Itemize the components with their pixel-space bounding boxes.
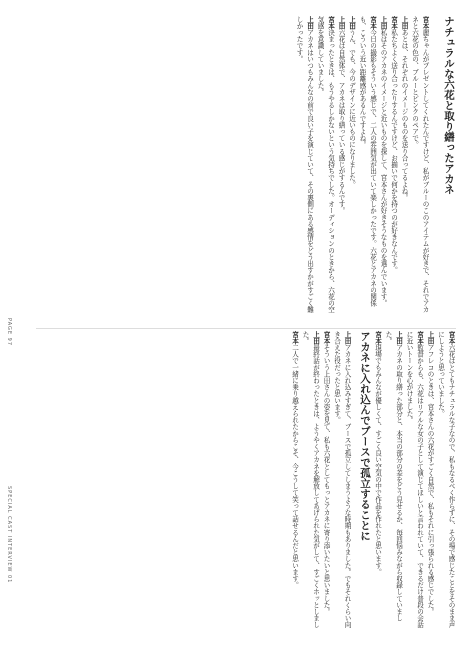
paragraph bbox=[315, 16, 336, 317]
paragraph bbox=[404, 331, 425, 632]
paragraph-text: 麗ちゃんがプレゼントしてくれたんですけど、私がブルーのこのアイテムが好きで、それでアカネと六花の色の、ブルーとピンクのペアで。 bbox=[410, 16, 429, 314]
paragraph-text: アフレコのときは、宮本さんの六花がすごく自然で、私もそれに引っ張られる感じでした。 bbox=[426, 344, 434, 615]
paragraph bbox=[289, 331, 300, 632]
paragraph bbox=[378, 16, 389, 317]
paragraph-text: 六花はとてもナチュラルな子なので、私もなるべく作らずに、その場で感じたことをそのまま声にしようと思っていました。 bbox=[436, 331, 455, 629]
paragraph-text: 六花は自然体で、アカネは取り繕っている感じがするんです。 bbox=[337, 29, 345, 215]
paragraph bbox=[357, 16, 378, 317]
column-divider bbox=[36, 328, 456, 329]
speaker-label: 上田 bbox=[394, 331, 403, 345]
speaker-label: 上田 bbox=[311, 331, 320, 345]
speaker-label: 上田 bbox=[305, 16, 314, 30]
speaker-label: 宮本 bbox=[326, 16, 335, 30]
speaker-label: 宮本 bbox=[421, 16, 429, 30]
paragraph-text: そういう上田さんの姿を見て、私も六花としてもっとアカネに寄り添いたいと思いました。 bbox=[322, 344, 330, 615]
paragraph bbox=[425, 331, 436, 632]
paragraph-text: アカネに入れ込みすぎて、ブースで孤立してしまうような時期もありました。でもそれくらい向き合えた役だったと思います。 bbox=[332, 331, 351, 629]
speaker-label: 上田 bbox=[343, 331, 351, 345]
paragraph-text: 今日の撮影もそういう感じで、二人の雰囲気が出ていて楽しかったです。六花とアカネの関係も、こういう近い距離感があるんですよね。 bbox=[358, 16, 377, 307]
paragraph bbox=[399, 16, 410, 317]
paragraph bbox=[300, 331, 321, 632]
paragraph-text: 現場でもみんなが優しくて、すごく良い空気の中で作品を作れたと思います。 bbox=[373, 344, 382, 576]
speaker-label: 上田 bbox=[337, 16, 345, 30]
speaker-label: 宮本 bbox=[389, 16, 398, 30]
paragraph-text: 最終話が終わったときは、ようやくアカネを解放してあげられた気がして、すごくホッとしました。 bbox=[301, 331, 320, 629]
speaker-label: 上田 bbox=[400, 16, 408, 30]
section-label: SPECIAL CAST INTERVIEW 01 bbox=[6, 485, 12, 583]
paragraph-text: アカネはいつもみんなの前で良い子を演じていて、その裏側にある感情をどう出すかがすごく難しかったです。 bbox=[295, 16, 314, 314]
paragraph bbox=[331, 331, 352, 632]
paragraph bbox=[346, 16, 357, 317]
speaker-label: 宮本 bbox=[322, 331, 330, 345]
paragraph bbox=[321, 331, 332, 632]
speaker-label: 上田 bbox=[347, 16, 356, 30]
paragraph bbox=[388, 16, 399, 317]
paragraph bbox=[383, 331, 404, 632]
section-heading-2: アカネに入れ込んでブースで孤立することに bbox=[359, 331, 371, 541]
paragraph bbox=[435, 331, 456, 632]
paragraph-text: 私はそのアカネのイメージと近いものを探して、宮本さんが好きそうなものを選んでいます。 bbox=[379, 29, 387, 307]
speaker-label: 上田 bbox=[379, 16, 387, 30]
paragraph bbox=[294, 16, 315, 317]
speaker-label: 宮本 bbox=[447, 331, 455, 345]
paragraph-text: 二人で一緒に乗り越えられたからこそ、今こうして笑って話せるんだと思います。 bbox=[290, 344, 299, 589]
speaker-label: 宮本 bbox=[415, 331, 424, 345]
paragraph-text: 決まったときは、もうやるしかないという気持ちでした。オーディションのときから、六花の空気感を意識していました。 bbox=[316, 16, 335, 314]
paragraph-text: あとは、それぞれのイメージのものを送り合ってるよね。 bbox=[400, 29, 408, 201]
page-number: PAGE 97 bbox=[6, 318, 12, 347]
paragraph-text: うん、でも、今のデザインに近いものになりました。 bbox=[347, 29, 356, 188]
paragraph bbox=[372, 331, 383, 632]
paragraph-text: 監督からも、六花はリアルな女の子として演じてほしいと言われていて、できるだけ普段の会話に近いトーンを心がけました。 bbox=[405, 331, 424, 629]
section-heading-1: ナチュラルな六花と取り繕ったアカネ bbox=[443, 16, 455, 195]
paragraph-text: アカネの取り繕った部分と、本当の部分の差をどう見せるか、毎回悩みながら収録していました。 bbox=[384, 331, 403, 622]
paragraph bbox=[409, 16, 430, 317]
paragraph bbox=[336, 16, 347, 317]
speaker-label: 上田 bbox=[426, 331, 434, 345]
paragraph-text: 私たちよく送り合ったりするんですけど、お揃いで何かを持つのが好きなんです。 bbox=[389, 29, 398, 274]
speaker-label: 宮本 bbox=[290, 331, 299, 345]
speaker-label: 宮本 bbox=[368, 16, 377, 30]
speaker-label: 宮本 bbox=[373, 331, 382, 345]
interview-article bbox=[36, 16, 456, 632]
